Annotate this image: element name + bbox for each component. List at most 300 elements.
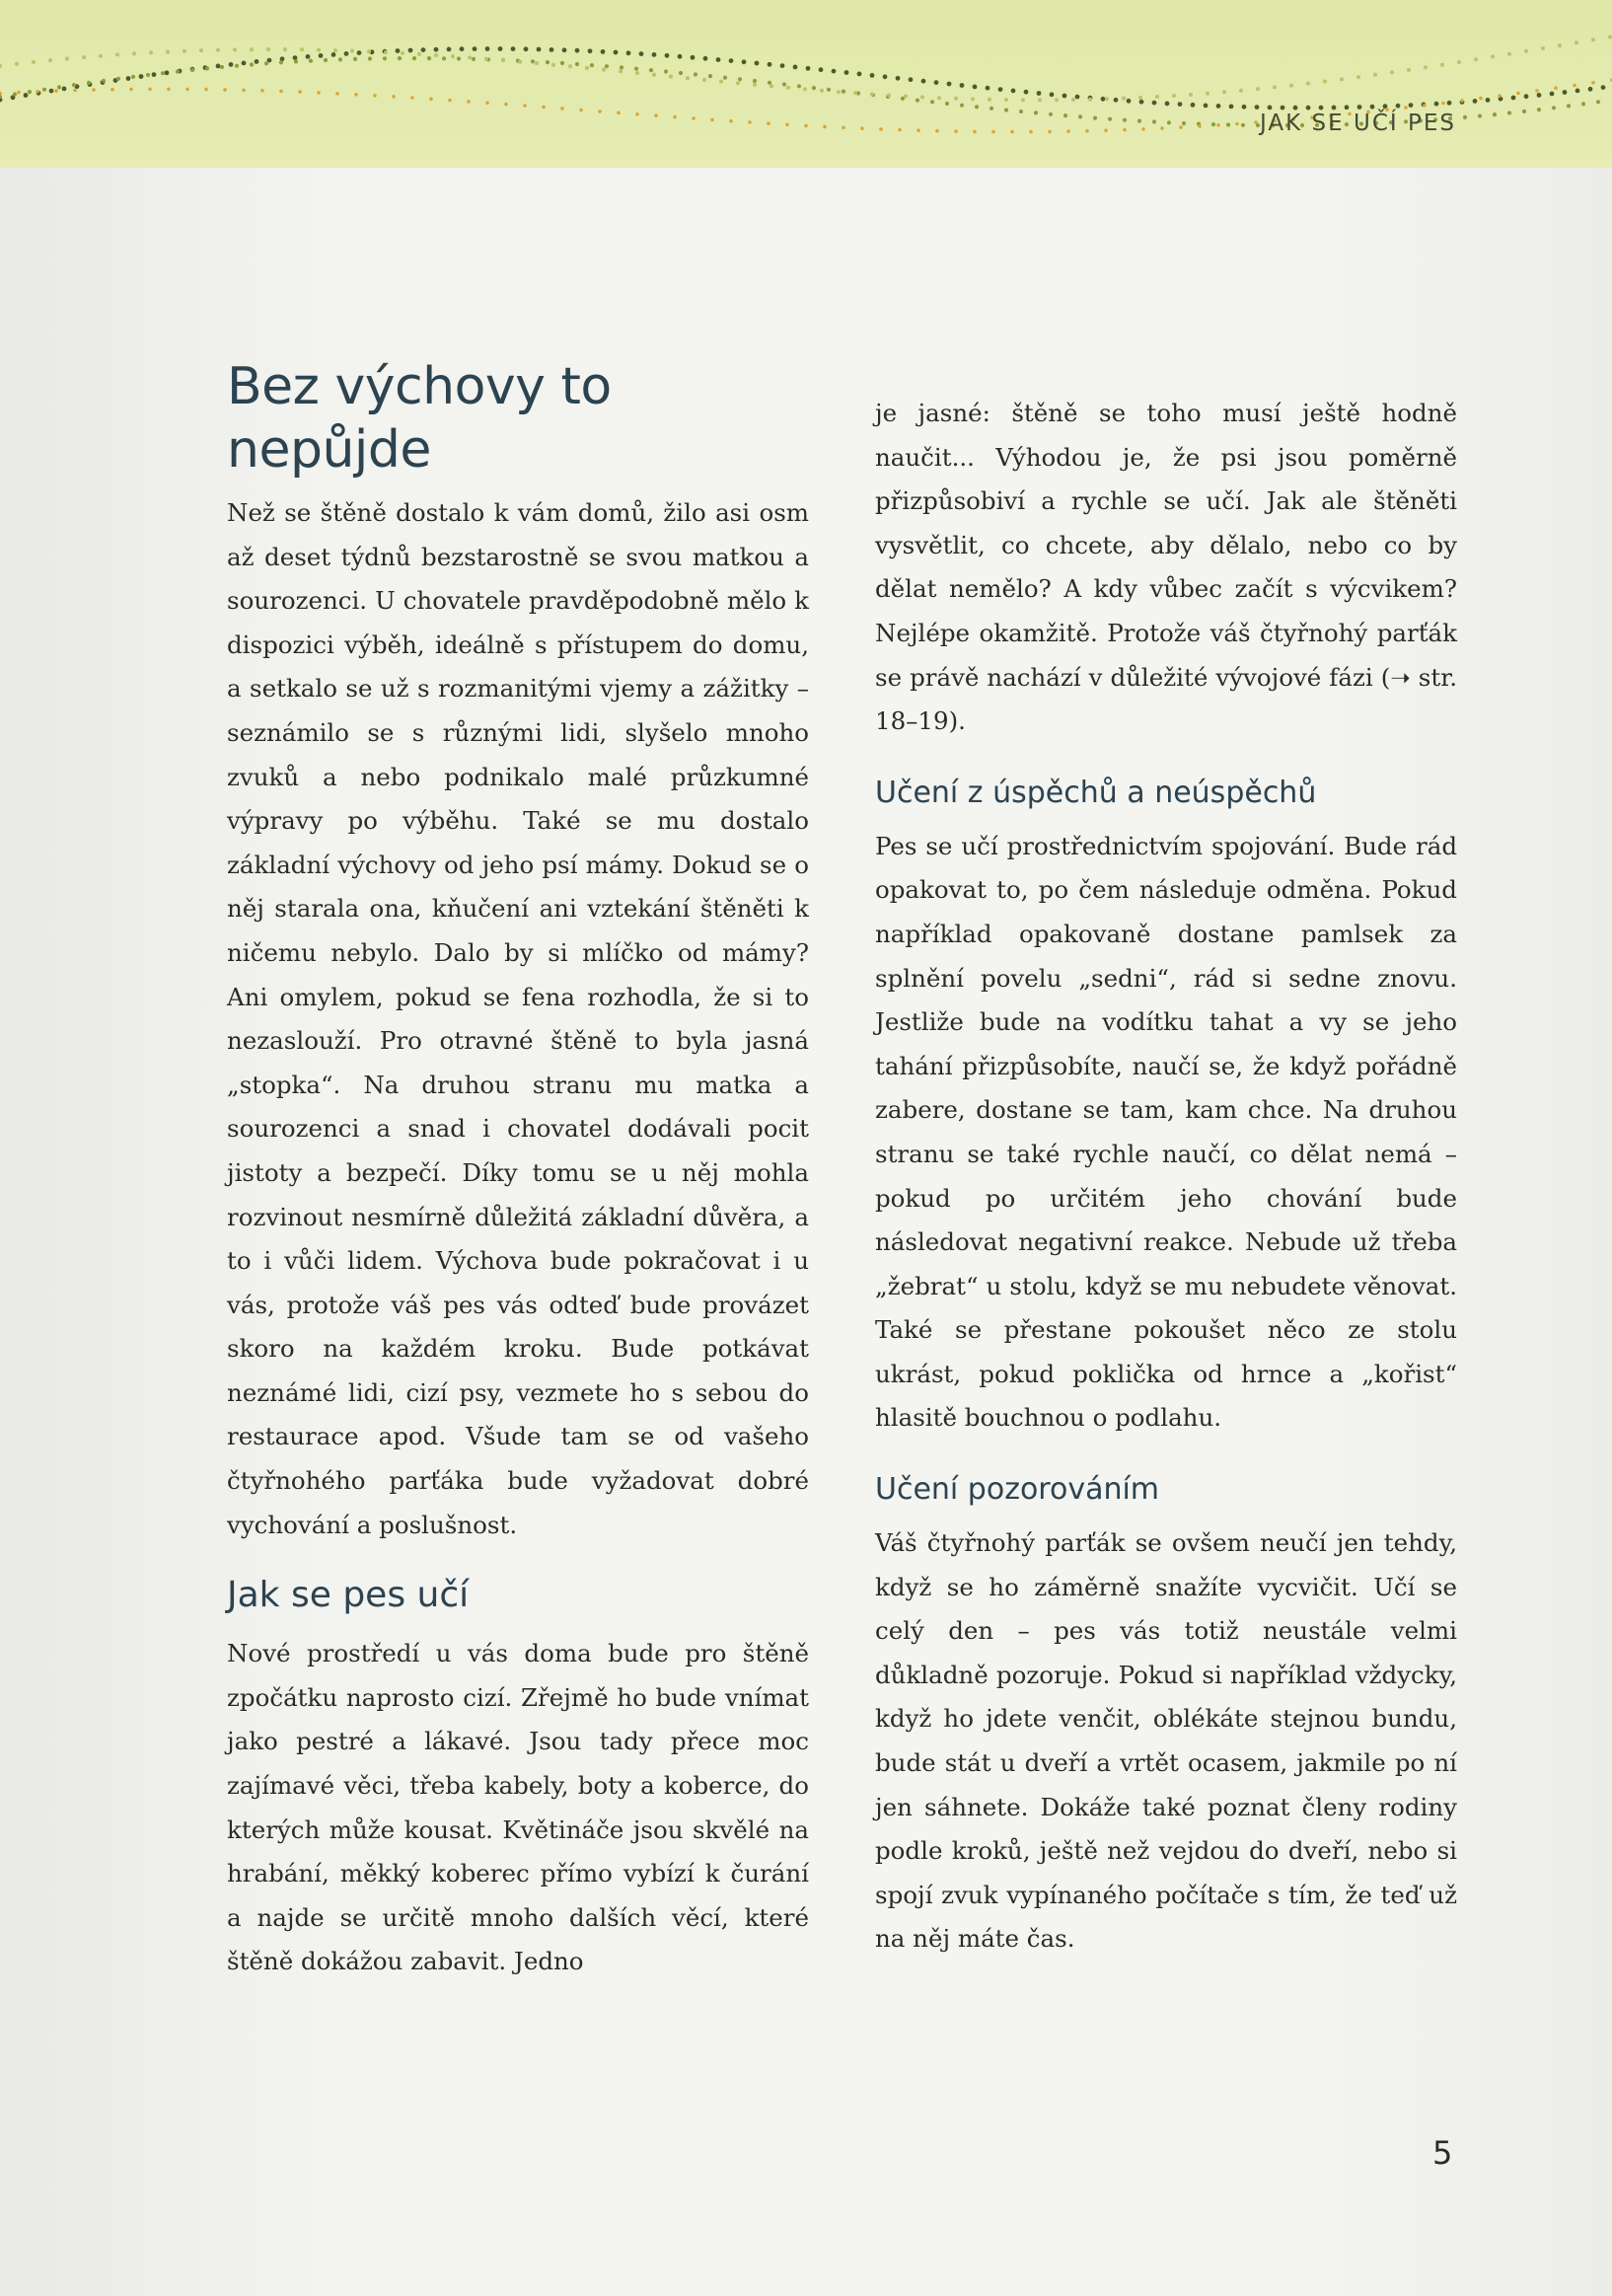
wave-dot: [54, 89, 58, 93]
wave-dot: [367, 49, 371, 53]
wave-dot: [223, 88, 227, 92]
wave-dot: [434, 53, 438, 57]
wave-dot: [568, 64, 572, 68]
wave-dot: [617, 111, 621, 115]
wave-dot: [167, 88, 171, 92]
wave-dot: [1235, 122, 1239, 126]
wave-dot: [1460, 99, 1464, 103]
wave-dot: [1071, 98, 1075, 102]
wave-dot: [199, 48, 203, 52]
wave-dot: [131, 75, 135, 79]
wave-dot: [1474, 57, 1478, 61]
wave-dot: [166, 50, 170, 54]
wave-dot: [804, 124, 808, 128]
wave-dot: [442, 56, 446, 60]
wave-dot: [1004, 98, 1008, 102]
wave-dot: [1123, 128, 1127, 132]
wave-dot: [115, 52, 119, 56]
wave-dot: [1588, 87, 1593, 92]
wave-dot: [165, 70, 170, 75]
wave-dot: [930, 100, 934, 104]
dotted-wave-decoration: [0, 0, 1612, 168]
wave-dot: [935, 129, 939, 133]
wave-dot: [1048, 130, 1052, 134]
wave-dot: [842, 90, 845, 94]
right-column: [875, 392, 1457, 1962]
wave-dot: [1423, 104, 1427, 108]
wave-dot: [1289, 84, 1293, 88]
wave-dot: [753, 79, 757, 83]
wave-dot: [384, 50, 388, 54]
wave-dot: [673, 115, 677, 119]
wave-dot: [1473, 99, 1478, 104]
wave-dot: [1273, 85, 1277, 89]
wave-dot: [1182, 121, 1186, 125]
wave-dot: [738, 77, 742, 81]
wave-dot: [1226, 122, 1230, 126]
wave-dot: [560, 61, 564, 65]
wave-dot: [146, 73, 150, 77]
wave-dot: [605, 64, 609, 68]
wave-dot: [898, 128, 902, 132]
wave-dot: [823, 125, 827, 129]
wave-dot: [1511, 96, 1516, 101]
wave-dot: [229, 62, 234, 67]
wave-dot: [1479, 97, 1483, 101]
wave-dot: [1204, 104, 1209, 109]
wave-dot: [879, 127, 883, 131]
wave-dot: [793, 65, 798, 70]
wave-dot: [887, 94, 891, 98]
wave-dot: [1396, 104, 1401, 109]
wave-dot: [1189, 93, 1193, 97]
subheading-uceni-z-uspechu: Učení z úspěchů a neúspěchů: [875, 775, 1317, 810]
wave-dot: [408, 48, 413, 53]
wave-dot: [1198, 124, 1202, 128]
wave-dot: [708, 74, 712, 78]
wave-dot: [575, 62, 579, 66]
wave-dot: [669, 75, 673, 79]
wave-dot: [324, 58, 328, 62]
wave-dot: [797, 84, 801, 88]
wave-dot: [782, 82, 786, 86]
wave-dot: [294, 59, 298, 63]
subsection-3-paragraph: Váš čtyřnohý parťák se ovšem neučí jen tehdy, když se ho záměrně snažíte vycvičit. Učí se celý den – pes vás totiž neustále velmi důkladně pozoruje. Pokud si například vždycky, když ho jdete venčit, oblékáte stejnou bundu, bude stát u dveří a vrtět ocasem, jakmile po ní jen sáhnete. Dokáže také poznat členy rodiny podle kroků, ještě než vejdou do dveří, nebo si spojí zvuk vypínaného počítače s tím, že teď už na něj máte čas.: [875, 1528, 1457, 1954]
wave-dot: [1034, 111, 1038, 114]
wave-dot: [1345, 105, 1350, 110]
wave-dot: [28, 90, 32, 94]
wave-dot: [410, 96, 414, 100]
wave-dot: [392, 95, 396, 99]
wave-dot: [1160, 126, 1164, 130]
wave-dot: [812, 86, 816, 90]
wave-dot: [916, 99, 919, 103]
main-heading: Bez výchovy to nepůjde: [227, 357, 612, 480]
wave-dot: [786, 86, 790, 90]
wave-dot: [973, 130, 977, 134]
wave-dot: [62, 87, 67, 92]
wave-dot: [590, 63, 594, 67]
wave-dot: [255, 59, 259, 64]
wave-dot: [1101, 97, 1106, 102]
wave-dot: [183, 49, 186, 53]
wave-dot: [1383, 104, 1388, 109]
wave-dot: [524, 46, 529, 51]
wave-dot: [1498, 94, 1502, 98]
wave-dot: [620, 65, 623, 69]
wave-dot: [1216, 104, 1221, 109]
wave-dot: [451, 54, 455, 58]
wave-dot: [531, 59, 535, 63]
wave-dot: [748, 120, 752, 124]
wave-dot: [1541, 46, 1545, 50]
wave-dot: [954, 97, 958, 101]
wave-dot: [335, 92, 339, 96]
wave-dot: [429, 98, 433, 102]
wave-dot: [598, 110, 602, 113]
wave-dot: [710, 118, 714, 122]
wave-dot: [585, 66, 589, 70]
wave-dot: [1323, 80, 1327, 84]
wave-dot: [1066, 129, 1070, 133]
wave-dot: [447, 47, 452, 52]
wave-dot: [827, 88, 831, 92]
wave-dot: [73, 89, 77, 93]
wave-dot: [57, 85, 61, 89]
wave-dot: [1332, 106, 1337, 111]
wave-dot: [562, 47, 567, 52]
wave-dot: [1601, 85, 1606, 90]
wave-dot: [1447, 101, 1452, 106]
wave-dot: [1155, 95, 1159, 99]
wave-dot: [242, 89, 246, 93]
wave-dot: [753, 83, 757, 87]
wave-dot: [692, 116, 696, 120]
wave-dot: [139, 74, 144, 79]
wave-dot: [1552, 106, 1556, 110]
wave-dot: [421, 47, 426, 52]
wave-dot: [1138, 96, 1142, 100]
wave-dot: [216, 48, 220, 52]
wave-dot: [0, 64, 2, 68]
wave-dot: [1390, 70, 1394, 74]
wave-dot: [13, 92, 17, 96]
wave-dot: [102, 79, 106, 83]
wave-dot: [916, 128, 920, 132]
wave-dot: [1063, 113, 1067, 117]
wave-dot: [48, 58, 52, 62]
wave-dot: [550, 47, 554, 52]
subsection-1-paragraph-right: je jasné: štěně se toho musí ještě hodně naučit... Výhodou je, že psi jsou poměrně přizpůsobiví a rychle se učí. Jak ale štěněti vysvětlit, co chcete, aby dělalo, nebo co by dělat nemělo? A kdy vůbec začít s výcvikem? Nejlépe okamžitě. Protože váš čtyřnohý parťák se právě nachází v důležité vývojové fázi (➝ str. 18–19).: [875, 399, 1457, 736]
wave-dot: [1373, 73, 1377, 77]
running-head: JAK SE UČÍ PES: [1260, 111, 1456, 136]
wave-dot: [1463, 115, 1467, 119]
wave-dot: [614, 50, 619, 55]
wave-dot: [1024, 90, 1029, 95]
wave-dot: [1152, 119, 1156, 123]
wave-dot: [457, 56, 461, 60]
wave-dot: [837, 90, 841, 94]
wave-dot: [1085, 129, 1089, 133]
wave-dot: [331, 52, 336, 57]
subsection-1-paragraph-left: Nové prostředí u vás doma bude pro štěně zpočátku naprosto cizí. Zřejmě ho bude vnímat jako pestré a lákavé. Jsou tady přece moc zajímavé věci, třeba kabely, boty a koberce, do kterých může kousat. Květináče jsou skvělé na hrabání, měkký koberec přímo vybízí k čurání a najde se určitě mnoho dalších věcí, které štěně dokážou zabavit. Jedno: [227, 1639, 809, 1976]
subheading-uceni-pozorovanim: Učení pozorováním: [875, 1472, 1160, 1508]
wave-dot: [1123, 118, 1127, 122]
wave-dot: [1216, 123, 1220, 127]
wave-dot: [1062, 94, 1067, 99]
wave-dot: [716, 57, 721, 62]
wave-dot: [1591, 81, 1595, 85]
wave-dot: [1575, 89, 1580, 94]
header-banner: [0, 0, 1612, 168]
wave-dot: [82, 55, 86, 59]
wave-dot: [619, 69, 623, 73]
wave-dot: [588, 48, 593, 53]
wave-dot: [1254, 120, 1258, 124]
wave-dot: [1021, 98, 1025, 102]
wave-dot: [300, 47, 304, 51]
wave-dot: [264, 61, 268, 65]
subheading-jak-se-pes-uci: Jak se pes učí: [227, 1575, 470, 1616]
wave-dot: [317, 48, 321, 52]
wave-dot: [354, 93, 358, 97]
wave-dot: [986, 86, 990, 91]
wave-dot: [1558, 43, 1562, 47]
wave-dot: [535, 61, 539, 65]
wave-dot: [1319, 106, 1324, 111]
wave-dot: [694, 72, 697, 76]
wave-dot: [401, 51, 404, 55]
wave-dot: [473, 46, 477, 51]
wave-dot: [1172, 94, 1176, 98]
wave-dot: [686, 76, 690, 80]
wave-dot: [1179, 125, 1183, 129]
wave-dot: [1424, 65, 1428, 69]
wave-dot: [338, 57, 342, 61]
wave-dot: [719, 80, 723, 84]
wave-dot: [1563, 90, 1568, 95]
wave-dot: [185, 88, 189, 92]
wave-dot: [148, 88, 152, 92]
wave-dot: [427, 56, 431, 60]
wave-dot: [1567, 104, 1571, 108]
wave-dot: [634, 67, 638, 71]
wave-dot: [652, 73, 656, 77]
wave-dot: [1055, 98, 1059, 102]
wave-dot: [1486, 98, 1491, 103]
wave-dot: [1105, 97, 1109, 101]
wave-dot: [768, 62, 772, 67]
wave-dot: [317, 91, 321, 95]
wave-dot: [1491, 55, 1495, 59]
wave-dot: [819, 67, 824, 72]
wave-dot: [242, 61, 247, 66]
wave-dot: [190, 68, 194, 72]
wave-dot: [1441, 102, 1445, 106]
wave-dot: [975, 105, 979, 109]
wave-dot: [1222, 90, 1226, 94]
wave-dot: [32, 60, 36, 64]
wave-dot: [1554, 86, 1558, 90]
wave-dot: [1581, 102, 1585, 106]
wave-dot: [920, 95, 924, 99]
wave-dot: [1404, 106, 1408, 110]
wave-dot: [702, 78, 706, 82]
wave-dot: [161, 71, 165, 75]
wave-dot: [664, 69, 668, 73]
wave-dot: [1152, 101, 1157, 106]
wave-dot: [842, 126, 845, 130]
wave-dot: [353, 57, 357, 61]
wave-dot: [1596, 100, 1600, 104]
wave-dot: [511, 46, 516, 51]
wave-dot: [729, 119, 733, 123]
wave-dot: [1019, 110, 1023, 113]
wave-dot: [1242, 105, 1247, 110]
wave-dot: [233, 47, 237, 51]
wave-dot: [383, 56, 387, 60]
wave-dot: [319, 53, 324, 58]
wave-dot: [870, 93, 874, 97]
wave-dot: [1357, 105, 1362, 110]
wave-dot: [820, 89, 824, 93]
wave-dot: [678, 54, 683, 59]
wave-dot: [542, 106, 546, 110]
wave-dot: [909, 77, 914, 82]
wave-dot: [205, 66, 209, 70]
wave-dot: [1434, 102, 1439, 107]
wave-dot: [1457, 60, 1461, 64]
wave-dot: [652, 52, 657, 57]
wave-dot: [472, 57, 476, 61]
wave-dot: [537, 47, 542, 52]
wave-dot: [373, 94, 377, 98]
wave-dot: [960, 104, 964, 108]
wave-dot: [729, 58, 734, 63]
wave-dot: [1440, 63, 1444, 67]
wave-dot: [785, 123, 789, 127]
wave-dot: [883, 74, 888, 79]
wave-dot: [1137, 119, 1141, 123]
wave-dot: [954, 129, 958, 133]
wave-dot: [216, 64, 221, 69]
wave-dot: [1011, 89, 1016, 94]
wave-dot: [518, 60, 522, 64]
wave-dot: [1037, 91, 1042, 96]
wave-dot: [129, 88, 133, 92]
wave-dot: [149, 50, 153, 54]
wave-dot: [1049, 112, 1053, 116]
wave-dot: [1029, 130, 1033, 134]
wave-dot: [803, 87, 807, 91]
wave-dot: [1524, 49, 1528, 53]
wave-dot: [357, 50, 362, 55]
wave-dot: [306, 54, 311, 59]
wave-dot: [1255, 105, 1260, 110]
wave-dot: [1139, 100, 1144, 105]
wave-dot: [110, 88, 114, 92]
wave-dot: [92, 88, 96, 92]
wave-dot: [398, 56, 402, 60]
wave-dot: [1522, 110, 1526, 113]
wave-dot: [639, 51, 644, 56]
wave-dot: [1575, 40, 1578, 44]
wave-dot: [1004, 108, 1008, 111]
wave-dot: [266, 47, 270, 51]
wave-dot: [1550, 92, 1555, 97]
wave-dot: [1178, 102, 1183, 107]
wave-dot: [679, 71, 683, 75]
wave-dot: [635, 71, 639, 75]
wave-dot: [1537, 93, 1542, 98]
wave-dot: [152, 72, 157, 77]
wave-dot: [485, 46, 490, 51]
wave-dot: [1268, 106, 1273, 111]
wave-dot: [504, 103, 508, 107]
wave-dot: [42, 88, 46, 92]
wave-dot: [1493, 112, 1497, 116]
wave-dot: [723, 76, 727, 80]
wave-dot: [844, 70, 849, 75]
wave-dot: [551, 63, 555, 67]
wave-dot: [1537, 108, 1541, 111]
wave-dot: [468, 55, 472, 59]
wave-dot: [49, 89, 54, 94]
wave-dot: [1239, 89, 1243, 93]
wave-dot: [1306, 82, 1310, 86]
wave-dot: [998, 87, 1003, 92]
wave-dot: [1093, 116, 1097, 120]
wave-dot: [485, 101, 489, 105]
wave-dot: [1608, 36, 1612, 39]
wave-dot: [484, 57, 488, 61]
wave-dot: [126, 76, 131, 81]
wave-dot: [15, 62, 19, 66]
wave-dot: [1306, 106, 1311, 111]
wave-dot: [204, 88, 208, 92]
wave-dot: [1038, 98, 1042, 102]
wave-dot: [396, 48, 401, 53]
wave-dot: [1409, 103, 1414, 108]
wave-dot: [523, 104, 527, 108]
wave-dot: [703, 56, 708, 61]
wave-dot: [601, 49, 606, 54]
wave-dot: [1114, 98, 1119, 103]
wave-dot: [857, 72, 862, 77]
wave-dot: [1370, 105, 1375, 110]
wave-dot: [333, 48, 337, 52]
wave-dot: [1516, 92, 1520, 96]
wave-dot: [87, 81, 91, 85]
wave-dot: [279, 90, 283, 94]
wave-dot: [991, 130, 995, 134]
wave-dot: [654, 113, 658, 117]
left-column: [227, 355, 809, 1984]
wave-dot: [1191, 103, 1196, 108]
wave-dot: [260, 89, 264, 93]
subsection-2-paragraph: Pes se učí prostřednictvím spojování. Bude rád opakovat to, po čem následuje odměna. Pokud například opakovaně dostane pamlsek za splnění povelu „sedni“, rád si sedne znovu. Jestliže bude na vodítku tahat a vy se jeho tahání přizpůsobíte, naučí se, že když pořádně zabere, dostane se tam, kam chce. Na druhou stranu se také rychle naučí, co dělat nemá – pokud po určitém jeho chování bude následovat negativní reakce. Nebude už třeba „žebrat“ u stolu, když se mu nebudete věnovat. Také se přestane pokoušet něco ze stolu ukrást, pokud poklička od hrnce a „kořist“ hlasitě bouchnou o podlahu.: [875, 831, 1457, 1433]
wave-dot: [1507, 52, 1511, 56]
wave-dot: [467, 100, 471, 104]
wave-dot: [99, 54, 103, 58]
wave-dot: [755, 61, 760, 66]
wave-dot: [626, 50, 631, 55]
wave-dot: [65, 57, 69, 61]
wave-dot: [132, 51, 136, 55]
wave-dot: [1507, 111, 1511, 114]
wave-dot: [235, 64, 239, 68]
wave-dot: [36, 90, 39, 94]
